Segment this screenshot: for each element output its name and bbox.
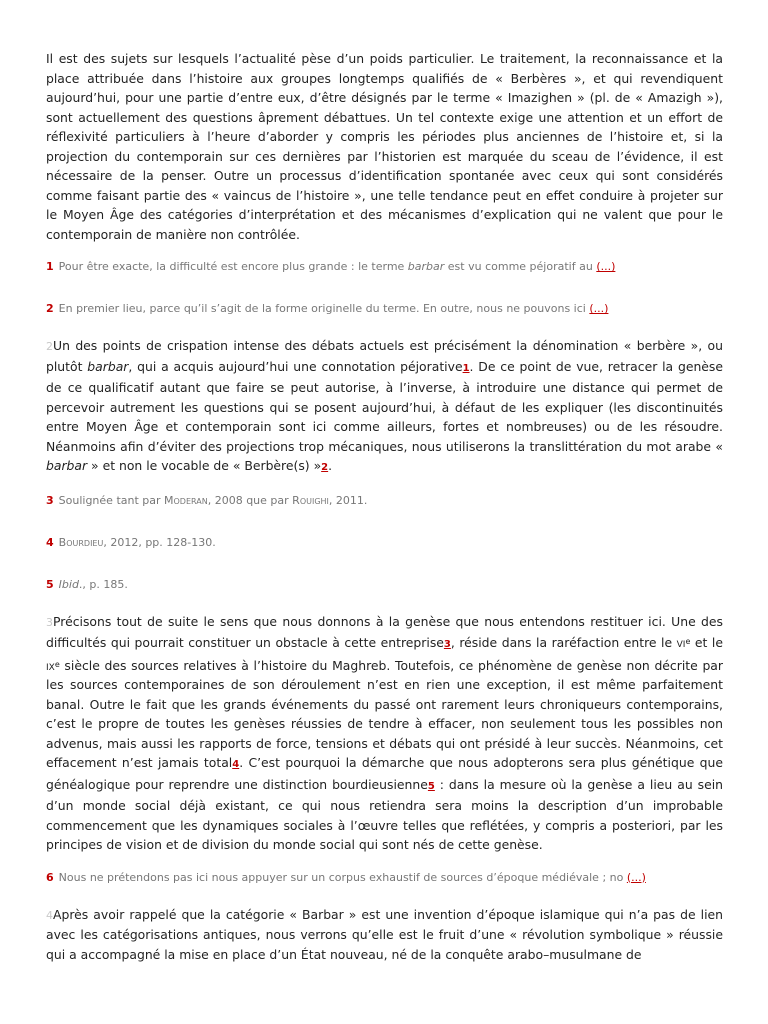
footnote-number: 3 (46, 493, 54, 507)
footnote-ref-4[interactable]: 4 (232, 759, 240, 770)
footnote-5: 5 Ibid., p. 185. (46, 577, 128, 591)
footnote-number: 5 (46, 577, 54, 591)
paragraph-number: 2 (46, 340, 53, 353)
paragraph-2: 2Un des points de crispation intense des débats actuels est précisément la dénomination « berbère », ou plutôt barbar, qui a acquis aujourd’hui une connotation péjorative1. De ce point de vue, retracer la genèse de ce qualificatif autant que faire se peut autorise, à l’inverse, à introduire une distance qui permet de percevoir autrement les questions qui se posent aujourd’hui, à défaut de les expliquer (les discontinuités entre Moyen Âge et contemporain sont ici comme ailleurs, fortes et nombreuses) ou de les résoudre. Néanmoins afin d’éviter des projections trop mécaniques, nous utiliserons la translittération du mot arabe « barbar » et non le vocable de « Berbère(s) »2. (46, 338, 723, 473)
footnote-number: 4 (46, 535, 54, 549)
footnote-2: 2 En premier lieu, parce qu’il s’agit de la forme originelle du terme. En outre, nous ne pouvons ici (...) (46, 302, 609, 315)
footnote-3: 3 Soulignée tant par Moderan, 2008 que par Rouighi, 2011. (46, 493, 368, 507)
footnote-ref-1[interactable]: 1 (462, 362, 470, 374)
paragraph-number: 4 (46, 908, 53, 922)
footnote-ref-5[interactable]: 5 (427, 780, 435, 792)
footnote-expand-link[interactable]: (...) (626, 870, 646, 884)
paragraph-4: 4Après avoir rappelé que la catégorie « Barbar » est une invention d’époque islamique qui n’a pas de lien avec les catégorisations antiques, nous verrons qu’elle est le fruit d’une « révolution symbolique » réussie qui a accompagné la mise en place d’un État nouveau, né de la conquête arabo–musulmane de (46, 906, 723, 962)
footnote-expand-link[interactable]: (...) (596, 260, 616, 273)
footnote-ref-2[interactable]: 2 (321, 462, 329, 473)
footnote-6: 6 Nous ne prétendons pas ici nous appuyer sur un corpus exhaustif de sources d’époque médiévale ; no (...) (46, 870, 646, 884)
paragraph-number: 3 (46, 615, 53, 629)
footnote-4: 4 Bourdieu, 2012, pp. 128-130. (46, 535, 216, 549)
footnote-number: 6 (46, 870, 54, 884)
article-body (46, 49, 723, 964)
footnote-expand-link[interactable]: (...) (589, 302, 609, 315)
paragraph-3: 3Précisons tout de suite le sens que nous donnons à la genèse que nous entendons restituer ici. Une des difficultés qui pourrait constituer un obstacle à cette entreprise3, réside dans la raréfaction entre le $vi^e$ et le $ix^e$ siècle des sources relatives à l’histoire du Maghreb. Toutefois, ce phénomène de genèse non décrite par les sources contemporaines de son déroulement n’est en rien une exception, il est même parfaitement banal. Outre le fait que les grands événements du passé ont rarement leurs chroniqueurs contemporains, c’est le propre de toutes les genèses réussies de tendre à effacer, non seulement tous les possibles non advenus, mais aussi les rapports de force, tensions et débats qui ont présidé à leur succès. Néanmoins, cet effacement n’est jamais total4. C’est pourquoi la démarche que nous adopterons sera plus génétique que généalogique pour reprendre une distinction bourdieusienne5 : dans la mesure où la genèse a lieu au sein d’un monde social déjà existant, ce qui nous retiendra sera moins la description d’un improbable commencement que les dynamiques sociales à l’œuvre telles que reflétées, y compris a posteriori, par les principes de vision et de division du monde social qui sont nés de cette genèse. (46, 613, 723, 852)
footnote-number: 1 (46, 260, 54, 273)
footnote-ref-3[interactable]: 3 (443, 639, 451, 650)
footnote-1: 1 Pour être exacte, la difficulté est encore plus grande : le terme barbar est vu comme péjoratif au (...) (46, 260, 616, 273)
paragraph-1: Il est des sujets sur lesquels l’actualité pèse d’un poids particulier. Le traitement, la reconnaissance et la place attribuée dans l’histoire aux groupes longtemps qualifiés de « Berbères », et qui revendiquent aujourd’hui, pour une partie d’entre eux, d’être désignés par le terme « Imazighen » (pl. de « Amazigh »), sont actuellement des questions âprement débattues. Un tel contexte exige une attention et un effort de réflexivité particuliers à l’heure d’aborder y compris les périodes plus anciennes de l’histoire et, si la projection du contemporain sur ces dernières par l’historien est marquée du sceau de l’évidence, il est nécessaire de la penser. Outre un processus d’identification spontanée avec ceux qui sont considérés comme faisant partie des « vaincus de l’histoire », une telle tendance peut en effet conduire à projeter sur le Moyen Âge des catégories d’interprétation et des mécanismes d’explication qui ne valent que pour le contemporain de manière non contrôlée. (46, 51, 723, 242)
footnote-number: 2 (46, 302, 54, 315)
